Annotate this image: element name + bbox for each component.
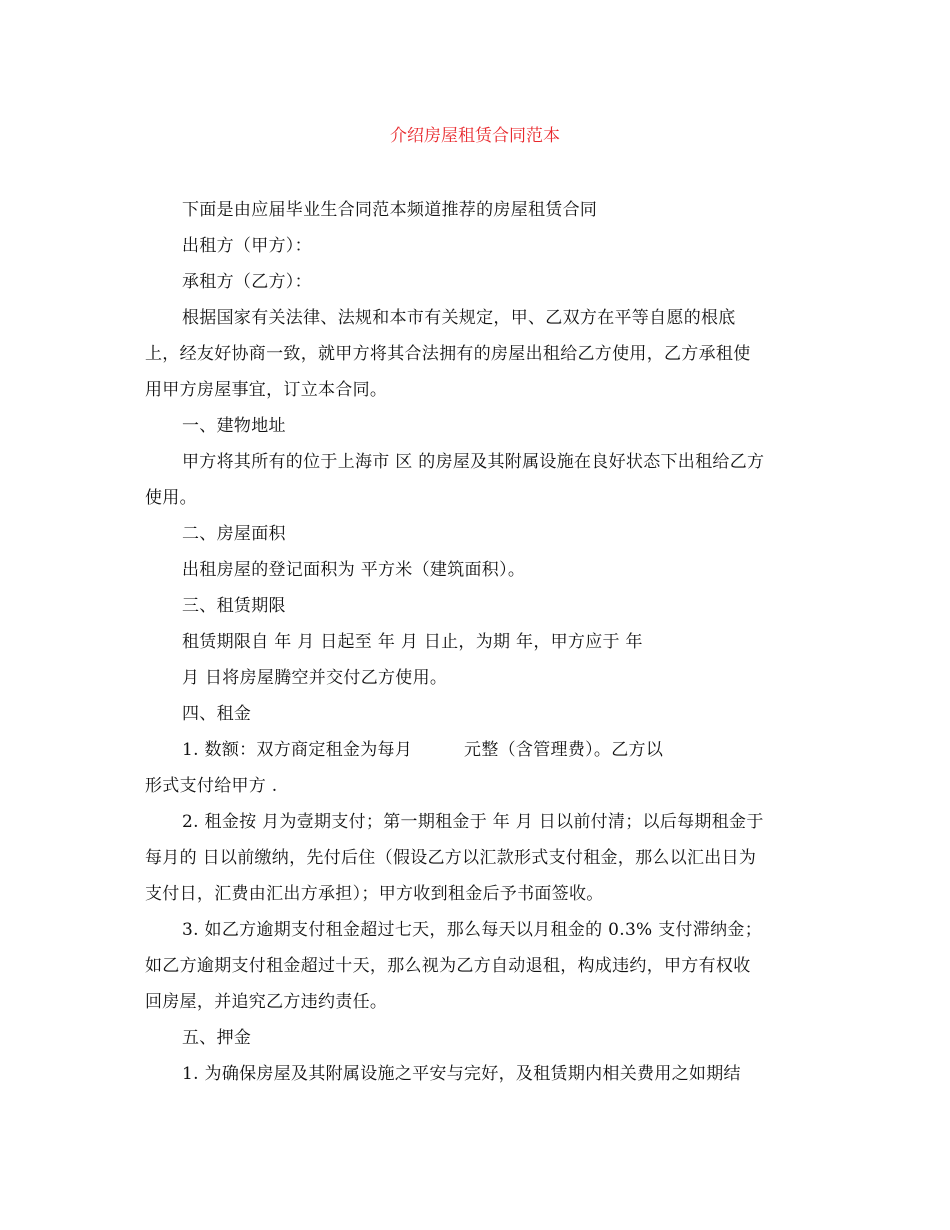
body-line: 出租房屋的登记面积为 平方米（建筑面积）。 bbox=[182, 560, 526, 580]
body-line: 月 日将房屋腾空并交付乙方使用。 bbox=[182, 668, 448, 688]
body-line: 3. 如乙方逾期支付租金超过七天，那么每天以月租金的 0.3% 支付滞纳金； bbox=[182, 920, 763, 940]
body-line: 根据国家有关法律、法规和本市有关规定，甲、乙双方在平等自愿的根底 bbox=[182, 308, 736, 328]
body-line: 回房屋，并追究乙方违约责任。 bbox=[145, 992, 388, 1012]
body-line: 五、押金 bbox=[182, 1028, 252, 1048]
body-line: 甲方将其所有的位于上海市 区 的房屋及其附属设施在良好状态下出租给乙方 bbox=[182, 452, 765, 472]
body-line: 出租方（甲方）： bbox=[182, 236, 312, 256]
body-line: 1. 数额：双方商定租金为每月 元整（含管理费）。乙方以 bbox=[182, 740, 664, 760]
body-line: 一、建物地址 bbox=[182, 416, 286, 436]
body-line: 二、房屋面积 bbox=[182, 524, 286, 544]
body-line: 支付日，汇费由汇出方承担）；甲方收到租金后予书面签收。 bbox=[145, 884, 604, 904]
body-line: 2. 租金按 月为壹期支付；第一期租金于 年 月 日以前付清；以后每期租金于 bbox=[182, 812, 764, 832]
body-line: 每月的 日以前缴纳，先付后住（假设乙方以汇款形式支付租金，那么以汇出日为 bbox=[145, 848, 757, 868]
body-line: 三、租赁期限 bbox=[182, 596, 286, 616]
body-line: 承租方（乙方）： bbox=[182, 272, 312, 292]
body-line: 四、租金 bbox=[182, 704, 252, 724]
body-line: 租赁期限自 年 月 日起至 年 月 日止，为期 年，甲方应于 年 bbox=[182, 632, 643, 652]
body-line: 1. 为确保房屋及其附属设施之平安与完好，及租赁期内相关费用之如期结 bbox=[182, 1064, 741, 1084]
document-body bbox=[145, 192, 815, 1092]
document-title: 介绍房屋租赁合同范本 bbox=[390, 126, 560, 146]
body-line: 用甲方房屋事宜，订立本合同。 bbox=[145, 380, 388, 400]
body-line: 下面是由应届毕业生合同范本频道推荐的房屋租赁合同 bbox=[182, 200, 598, 220]
body-line: 上，经友好协商一致，就甲方将其合法拥有的房屋出租给乙方使用，乙方承租使 bbox=[145, 344, 751, 364]
body-line: 形式支付给甲方 . bbox=[145, 776, 278, 796]
body-line: 使用。 bbox=[145, 488, 197, 508]
body-line: 如乙方逾期支付租金超过十天，那么视为乙方自动退租，构成违约，甲方有权收 bbox=[145, 956, 751, 976]
